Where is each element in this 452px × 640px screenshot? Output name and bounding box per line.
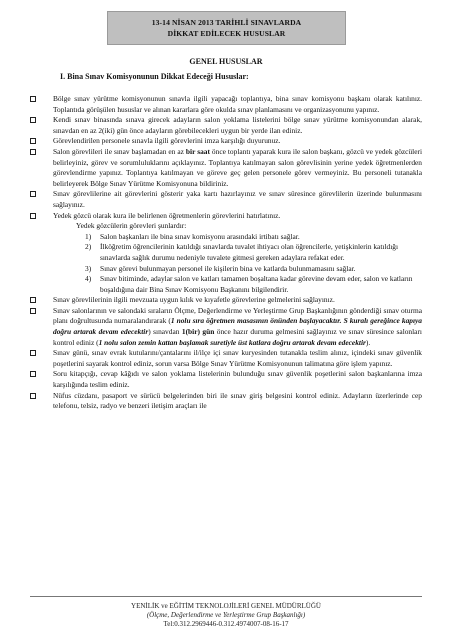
list-item: Görevlendirilen personele sınavla ilgili görevlerini imza karşılığı duyurunuz.: [30, 136, 422, 147]
list-item: Sınav görevlilerinin ilgili mevzuata uygun kılık ve kıyafetle görevlerine gelmelerini sağlayınız.: [30, 295, 422, 306]
list-item: Yedek gözcü olarak kura ile belirlenen öğretmenlerin görevlerini hatırlatınız.: [30, 211, 422, 222]
footer-org: YENİLİK ve EĞİTİM TEKNOLOJİLERİ GENEL MÜDÜRLÜĞÜ: [131, 602, 321, 610]
checkbox-icon: [30, 149, 36, 155]
sub-list-item: 2) İlköğretim öğrencilerinin katıldığı sınavlarda tuvalet ihtiyacı olan öğrencilerle, yetişkinlerin katıldığı sınavlarda sağlık durumu nedeniyle tuvalete gitmesi gereken adaylara refakat eder.: [85, 242, 398, 262]
item-list: [30, 94, 422, 412]
footer-dept: (Ölçme, Değerlendirme ve Yerleştirme Grup Başkanlığı): [146, 611, 306, 619]
checkbox-icon: [30, 308, 36, 314]
sub-list-item: 3) Sınav görevi bulunmayan personel ile kişilerin bina ve katlarda bulunmamasını sağlar.: [85, 263, 356, 273]
list-item: Sınav görevlilerine ait görevlerini gösterir yaka kartı hazırlayınız ve sınav süresince görevlilerin üzerinde bulunmasını sağlayınız.: [30, 189, 422, 210]
checkbox-icon: [30, 371, 36, 377]
banner-line-2: DİKKAT EDİLECEK HUSUSLAR: [167, 29, 286, 38]
sub-list-item: 4) Sınav bitiminde, adaylar salon ve katları tamamen boşaltana kadar görevine devam eder, salon ve katların boşaldığına dair Bina Sınav Komisyonu Başkanını bilgilendirir.: [85, 274, 413, 294]
title-banner: [107, 11, 346, 45]
list-item: Soru kitapçığı, cevap kâğıdı ve salon yoklama listelerinin bulunduğu sınav güvenlik poşetlerini salon başkanlarına imza karşılığında teslim ediniz.: [30, 369, 422, 390]
checkbox-icon: [30, 350, 36, 356]
checkbox-icon: [30, 297, 36, 303]
list-item: Bölge sınav yürütme komisyonunun sınavla ilgili yapacağı toplantıya, bina sınav komisyonu başkanı olarak katılınız. Toplantıda görüşülen hususlar ve alınan kararlara göre okulda sınav planlamasını ve organizasyonunu yapınız.: [30, 94, 422, 115]
list-item: Kendi sınav binasında sınava girecek adayların salon yoklama listelerini bölge sınav yürütme komisyonundan alarak, sınavdan en az 2(iki) gün önce adayların görebilecekleri uygun bir yerde ilan ediniz.: [30, 115, 422, 136]
sub-list-intro: Yedek gözcülerin görevleri şunlardır:: [76, 221, 187, 231]
checkbox-icon: [30, 191, 36, 197]
section-heading: I. Bina Sınav Komisyonunun Dikkat Edeceği Hususlar:: [60, 72, 249, 81]
general-heading: GENEL HUSUSLAR: [189, 57, 263, 66]
checkbox-icon: [30, 138, 36, 144]
checkbox-icon: [30, 117, 36, 123]
banner-line-1: 13-14 NİSAN 2013 TARİHLİ SINAVLARDA: [151, 18, 302, 27]
checkbox-icon: [30, 213, 36, 219]
footer: [0, 602, 452, 629]
list-item: Salon görevlileri ile sınav başlamadan en az bir saat önce toplantı yaparak kura ile salon başkanı, gözcü ve yedek gözcüleri belirleyiniz, görev ve sorumluluklarını açıklayınız. Toplantıya katılmayan salon görevlisinin yerine yedek öğretmenlerden görevlendirme yapınız. Toplantıya katılmayan ve göreve geç gelen personele görev vermeyiniz. Bu personeli tutanakla belirleyerek Bölge Sınav Yürütme Komisyonuna bildiriniz.: [30, 147, 422, 189]
sub-list-item: 1) Salon başkanları ile bina sınav komisyonu arasındaki irtibatı sağlar.: [85, 231, 300, 241]
list-item: Nüfus cüzdanı, pasaport ve sürücü belgelerinden biri ile sınav giriş belgesini kontrol ediniz. Adayların üzerlerinde cep telefonu, telsiz, radyo ve benzeri iletişim araçları ile: [30, 391, 422, 412]
list-item: Sınav salonlarının ve salondaki sıraların Ölçme, Değerlendirme ve Yerleştirme Grup Başkanlığının gönderdiği sınav oturma planı doğrultusunda numaralandırarak (1 nolu sıra öğretmen masasının önünden başlayacaktır. S kuralı gereğince kapıya doğru artarak devam edecektir) sınavdan 1(bir) gün önce hazır duruma gelmesini sağlayınız ve sınav süresince salonları kontrol ediniz (1 nolu salon zemin kattan başlamak suretiyle üst katlara doğru artarak devam edecektir).: [30, 306, 422, 348]
footer-divider: [30, 596, 422, 597]
list-item: Sınav günü, sınav evrak kutularını/çantalarını il/ilçe içi sınav kuryesinden tutanakla teslim alınız, içindeki sınav güvenlik poşetlerini sayarak kontrol ediniz, sorun varsa Bölge Sınav Yürütme Komisyonunun talimatına göre işlem yapınız.: [30, 348, 422, 369]
footer-phone: Tel:0.312.2969446-0.312.4974007-08-16-17: [163, 620, 289, 628]
checkbox-icon: [30, 96, 36, 102]
checkbox-icon: [30, 393, 36, 399]
